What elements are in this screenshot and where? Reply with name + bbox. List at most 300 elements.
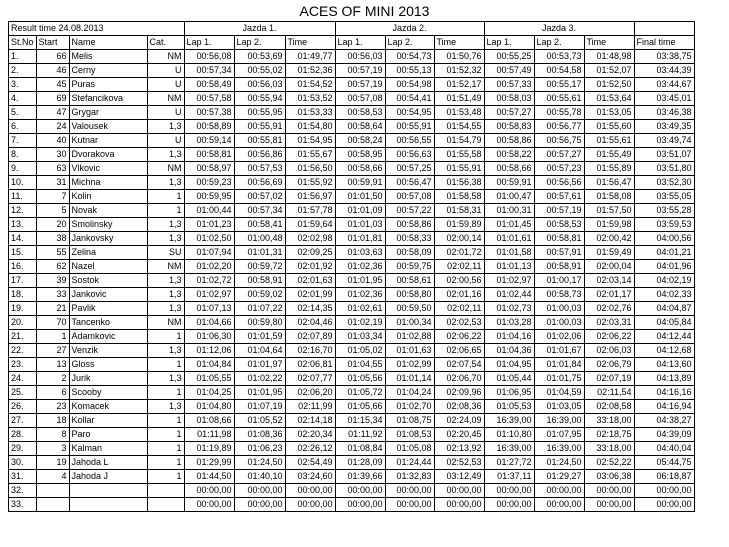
time-cell: 02:00,14 [434,232,484,246]
lap-cell: 00:55,78 [534,106,584,120]
time-cell: 02:02,98 [285,232,335,246]
table-row [9,330,695,344]
results-table [8,21,695,512]
table-row [9,288,695,302]
name-cell: Nazel [69,260,147,274]
time-cell: 01:59,89 [434,218,484,232]
lap-cell: 00:58,33 [385,232,434,246]
lap-cell: 01:03,34 [335,330,385,344]
name-cell: Tancenko [69,316,147,330]
lap-cell: 00:59,14 [184,134,234,148]
lap-cell: 00:57,02 [234,190,285,204]
rank-cell: 16. [9,260,37,274]
time-cell: 02:06,20 [285,386,335,400]
column-header-cat: Cat. [147,36,184,50]
name-cell: Scooby [69,386,147,400]
table-row [9,414,695,428]
category-cell: U [147,78,184,92]
rank-cell: 30. [9,456,37,470]
name-cell: Zelina [69,246,147,260]
final-time-cell: 03:55,05 [634,190,694,204]
time-cell: 02:14,18 [285,414,335,428]
category-cell: 1 [147,330,184,344]
lap-cell: 00:00,00 [534,484,584,498]
time-cell: 01:50,76 [434,50,484,64]
lap-cell: 00:58,89 [184,120,234,134]
start-cell: 46 [36,64,69,78]
time-cell: 02:04,46 [285,316,335,330]
time-cell: 01:55,91 [434,162,484,176]
rank-cell: 8. [9,148,37,162]
final-time-cell: 06:18,87 [634,470,694,484]
category-cell: 1,3 [147,120,184,134]
time-cell: 02:00,56 [434,274,484,288]
time-cell: 01:52,32 [434,64,484,78]
category-cell: 1 [147,190,184,204]
lap-cell: 00:56,75 [534,134,584,148]
lap-cell: 01:02,20 [184,260,234,274]
category-cell: 1 [147,428,184,442]
column-header-j2-lap2: Lap 2. [385,36,434,50]
table-row [9,428,695,442]
lap-cell: 01:37,11 [484,470,534,484]
lap-cell: 01:00,34 [385,316,434,330]
lap-cell: 00:59,80 [234,316,285,330]
category-cell: NM [147,162,184,176]
lap-cell: 00:57,38 [184,106,234,120]
lap-cell: 01:03,63 [335,246,385,260]
time-cell: 02:02,76 [584,302,634,316]
lap-cell: 01:00,17 [534,274,584,288]
lap-cell: 00:59,50 [385,302,434,316]
name-cell: Grygar [69,106,147,120]
final-time-cell: 03:46,38 [634,106,694,120]
lap-cell: 00:55,17 [534,78,584,92]
lap-cell: 01:00,44 [184,204,234,218]
group-header-jazda-3: Jazda 3. [484,22,634,36]
lap-cell: 16:39,00 [484,414,534,428]
lap-cell: 01:01,13 [484,260,534,274]
time-cell: 02:54,49 [285,456,335,470]
column-header-name: Name [69,36,147,50]
lap-cell: 00:55,94 [234,92,285,106]
time-cell: 01:51,49 [434,92,484,106]
lap-cell: 01:06,23 [234,442,285,456]
lap-cell: 00:59,75 [385,260,434,274]
start-cell: 18 [36,414,69,428]
time-cell: 02:01,99 [285,288,335,302]
lap-cell: 01:02,61 [335,302,385,316]
table-row [9,344,695,358]
lap-cell: 00:57,08 [335,92,385,106]
lap-cell: 01:05,66 [335,400,385,414]
lap-cell: 01:04,25 [184,386,234,400]
category-cell: 1 [147,442,184,456]
time-cell: 01:55,92 [285,176,335,190]
lap-cell: 00:56,86 [234,148,285,162]
lap-cell: 00:58,86 [484,134,534,148]
table-row [9,176,695,190]
rank-cell: 22. [9,344,37,358]
lap-cell: 01:05,52 [234,414,285,428]
time-cell: 02:20,45 [434,428,484,442]
lap-cell: 00:57,27 [534,148,584,162]
start-cell: 21 [36,302,69,316]
final-time-cell: 03:59,53 [634,218,694,232]
rank-cell: 29. [9,442,37,456]
lap-cell: 00:58,91 [534,260,584,274]
time-cell: 02:01,92 [285,260,335,274]
lap-cell: 01:04,95 [484,358,534,372]
lap-cell: 00:55,13 [385,64,434,78]
table-row [9,50,695,64]
category-cell: 1,3 [147,176,184,190]
final-time-cell: 04:16,16 [634,386,694,400]
lap-cell: 01:19,89 [184,442,234,456]
table-row [9,64,695,78]
time-cell: 01:52,17 [434,78,484,92]
time-cell: 02:01,17 [584,288,634,302]
name-cell: Sostok [69,274,147,288]
table-row [9,316,695,330]
rank-cell: 2. [9,64,37,78]
start-cell: 30 [36,148,69,162]
time-cell: 01:55,49 [584,148,634,162]
lap-cell: 00:58,61 [385,274,434,288]
lap-cell: 00:55,61 [534,92,584,106]
lap-cell: 00:55,91 [385,120,434,134]
time-cell: 01:59,49 [584,246,634,260]
lap-cell: 00:57,34 [184,64,234,78]
time-cell: 01:59,64 [285,218,335,232]
time-cell: 02:02,53 [434,316,484,330]
lap-cell: 00:00,00 [534,498,584,512]
time-cell: 01:48,98 [584,50,634,64]
start-cell: 23 [36,400,69,414]
lap-cell: 01:01,58 [484,246,534,260]
category-cell: 1 [147,456,184,470]
lap-cell: 01:08,66 [184,414,234,428]
category-cell: NM [147,92,184,106]
time-cell: 02:13,92 [434,442,484,456]
lap-cell: 00:58,95 [335,148,385,162]
final-time-cell: 03:44,39 [634,64,694,78]
lap-cell: 00:53,69 [234,50,285,64]
name-cell: Stefancikova [69,92,147,106]
final-time-cell: 04:39,09 [634,428,694,442]
table-row [9,120,695,134]
lap-cell: 00:56,63 [385,148,434,162]
lap-cell: 01:01,81 [335,232,385,246]
category-cell: 1 [147,414,184,428]
lap-cell: 01:01,50 [335,190,385,204]
start-cell: 5 [36,204,69,218]
lap-cell: 01:04,36 [484,344,534,358]
time-cell: 01:58,31 [434,204,484,218]
lap-cell: 01:04,66 [184,316,234,330]
column-header-j3-lap2: Lap 2. [534,36,584,50]
table-row [9,204,695,218]
lap-cell: 01:02,70 [385,400,434,414]
lap-cell: 01:15,34 [335,414,385,428]
final-time-cell: 04:00,56 [634,232,694,246]
header-row-columns [9,36,695,50]
start-cell: 70 [36,316,69,330]
lap-cell: 00:54,41 [385,92,434,106]
page-title: ACES OF MINI 2013 [299,3,430,19]
name-cell: Jahoda J [69,470,147,484]
name-cell [69,498,147,512]
lap-cell: 01:00,03 [534,302,584,316]
start-cell: 39 [36,274,69,288]
lap-cell: 00:58,86 [385,218,434,232]
lap-cell: 01:04,64 [234,344,285,358]
lap-cell: 00:57,25 [385,162,434,176]
lap-cell: 00:00,00 [234,484,285,498]
lap-cell: 00:58,66 [335,162,385,176]
category-cell: 1,3 [147,232,184,246]
lap-cell: 00:00,00 [234,498,285,512]
name-cell: Puras [69,78,147,92]
time-cell: 01:55,61 [584,134,634,148]
lap-cell: 00:57,19 [335,78,385,92]
lap-cell: 00:54,73 [385,50,434,64]
time-cell: 01:55,89 [584,162,634,176]
lap-cell: 00:58,73 [534,288,584,302]
rank-cell: 17. [9,274,37,288]
time-cell: 00:00,00 [584,498,634,512]
time-cell: 02:06,03 [584,344,634,358]
category-cell: 1,3 [147,344,184,358]
lap-cell: 01:05,08 [385,442,434,456]
lap-cell: 00:58,24 [335,134,385,148]
start-cell [36,484,69,498]
lap-cell: 01:05,44 [484,372,534,386]
table-row [9,232,695,246]
table-row [9,484,695,498]
lap-cell: 01:02,73 [484,302,534,316]
time-cell: 03:24,60 [285,470,335,484]
lap-cell: 01:01,63 [385,344,434,358]
time-cell: 01:53,64 [584,92,634,106]
table-row [9,372,695,386]
start-cell: 27 [36,344,69,358]
lap-cell: 01:02,36 [335,288,385,302]
table-row [9,148,695,162]
lap-cell: 01:08,36 [234,428,285,442]
time-cell: 02:11,54 [584,386,634,400]
lap-cell: 01:01,59 [234,330,285,344]
time-cell: 33:18,00 [584,414,634,428]
start-cell: 40 [36,134,69,148]
rank-cell: 5. [9,106,37,120]
rank-cell: 33. [9,498,37,512]
time-cell: 33:18,00 [584,442,634,456]
lap-cell: 00:58,53 [534,218,584,232]
column-header-st-no: St.No [9,36,37,50]
lap-cell: 00:56,03 [335,50,385,64]
start-cell: 20 [36,218,69,232]
lap-cell: 01:04,16 [484,330,534,344]
lap-cell: 00:59,23 [184,176,234,190]
lap-cell: 00:55,91 [234,120,285,134]
name-cell: Jahoda L [69,456,147,470]
lap-cell: 00:57,33 [484,78,534,92]
time-cell: 02:07,54 [434,358,484,372]
start-cell: 7 [36,190,69,204]
time-cell: 01:55,58 [434,148,484,162]
lap-cell: 00:54,95 [385,106,434,120]
final-time-cell: 04:02,19 [634,274,694,288]
lap-cell: 16:39,00 [534,414,584,428]
lap-cell: 01:07,19 [234,400,285,414]
time-cell: 00:00,00 [285,498,335,512]
final-time-cell: 03:52,30 [634,176,694,190]
lap-cell: 01:02,06 [534,330,584,344]
lap-cell: 01:01,14 [385,372,434,386]
table-row [9,106,695,120]
time-cell: 02:26,12 [285,442,335,456]
group-header-empty [634,22,694,36]
column-header-j1-time: Time [285,36,335,50]
lap-cell: 16:39,00 [534,442,584,456]
final-time-cell: 04:01,21 [634,246,694,260]
time-cell: 01:53,48 [434,106,484,120]
group-header-jazda-2: Jazda 2. [335,22,484,36]
time-cell: 02:07,77 [285,372,335,386]
start-cell [36,498,69,512]
lap-cell: 01:27,72 [484,456,534,470]
start-cell: 19 [36,456,69,470]
final-time-cell: 04:40,04 [634,442,694,456]
name-cell: Smolinsky [69,218,147,232]
category-cell: 1 [147,204,184,218]
time-cell: 01:54,52 [285,78,335,92]
category-cell: 1,3 [147,148,184,162]
lap-cell: 00:56,69 [234,176,285,190]
category-cell [147,484,184,498]
lap-cell: 01:05,53 [484,400,534,414]
start-cell: 63 [36,162,69,176]
time-cell: 02:09,96 [434,386,484,400]
lap-cell: 01:04,55 [335,358,385,372]
column-header-j1-lap1: Lap 1. [184,36,234,50]
time-cell: 01:53,33 [285,106,335,120]
start-cell: 13 [36,358,69,372]
rank-cell: 10. [9,176,37,190]
time-cell: 01:56,97 [285,190,335,204]
table-row [9,92,695,106]
time-cell: 01:53,52 [285,92,335,106]
rank-cell: 6. [9,120,37,134]
lap-cell: 00:58,09 [385,246,434,260]
name-cell: Gloss [69,358,147,372]
table-row [9,470,695,484]
time-cell: 02:06,22 [584,330,634,344]
name-cell: Dvorakova [69,148,147,162]
lap-cell: 00:59,72 [234,260,285,274]
lap-cell: 00:56,08 [184,50,234,64]
final-time-cell: 04:38,27 [634,414,694,428]
lap-cell: 00:00,00 [385,484,434,498]
rank-cell: 31. [9,470,37,484]
time-cell: 02:06,70 [434,372,484,386]
table-row [9,134,695,148]
name-cell: Jankovsky [69,232,147,246]
time-cell: 01:57,78 [285,204,335,218]
lap-cell: 01:10,80 [484,428,534,442]
lap-cell: 01:12,06 [184,344,234,358]
category-cell: 1,3 [147,218,184,232]
category-cell: U [147,106,184,120]
time-cell: 02:00,04 [584,260,634,274]
time-cell: 01:56,50 [285,162,335,176]
lap-cell: 00:58,53 [335,106,385,120]
lap-cell: 01:28,09 [335,456,385,470]
lap-cell: 00:00,00 [385,498,434,512]
time-cell: 02:02,11 [434,260,484,274]
lap-cell: 00:58,81 [534,232,584,246]
lap-cell: 00:58,80 [385,288,434,302]
name-cell: Valousek [69,120,147,134]
lap-cell: 00:57,61 [534,190,584,204]
rank-cell: 21. [9,330,37,344]
time-cell: 02:06,22 [434,330,484,344]
lap-cell: 00:58,66 [484,162,534,176]
lap-cell: 00:53,73 [534,50,584,64]
rank-cell: 27. [9,414,37,428]
final-time-cell: 04:13,60 [634,358,694,372]
final-time-cell: 04:12,44 [634,330,694,344]
start-cell: 8 [36,428,69,442]
lap-cell: 01:02,88 [385,330,434,344]
rank-cell: 12. [9,204,37,218]
time-cell: 01:52,50 [584,78,634,92]
lap-cell: 01:11,98 [184,428,234,442]
time-cell: 01:56,38 [434,176,484,190]
time-cell: 00:00,00 [285,484,335,498]
table-row [9,442,695,456]
rank-cell: 4. [9,92,37,106]
lap-cell: 01:01,31 [234,246,285,260]
category-cell: 1,3 [147,288,184,302]
lap-cell: 01:01,95 [234,386,285,400]
name-cell: Jurik [69,372,147,386]
lap-cell: 01:02,19 [335,316,385,330]
lap-cell: 16:39,00 [484,442,534,456]
final-time-cell: 03:45,01 [634,92,694,106]
rank-cell: 25. [9,386,37,400]
lap-cell: 01:03,28 [484,316,534,330]
lap-cell: 00:58,49 [184,78,234,92]
name-cell: Pavlik [69,302,147,316]
lap-cell: 00:59,91 [484,176,534,190]
lap-cell: 01:07,94 [184,246,234,260]
column-header-j1-lap2: Lap 2. [234,36,285,50]
lap-cell: 01:44,50 [184,470,234,484]
lap-cell: 01:00,03 [534,316,584,330]
name-cell: Vlkovic [69,162,147,176]
name-cell: Cerny [69,64,147,78]
time-cell: 02:52,22 [584,456,634,470]
start-cell: 2 [36,372,69,386]
name-cell: Novak [69,204,147,218]
rank-cell: 3. [9,78,37,92]
result-time-label: Result time 24.08.2013 [9,22,185,36]
lap-cell: 01:02,22 [234,372,285,386]
lap-cell: 01:24,50 [234,456,285,470]
lap-cell: 01:04,24 [385,386,434,400]
